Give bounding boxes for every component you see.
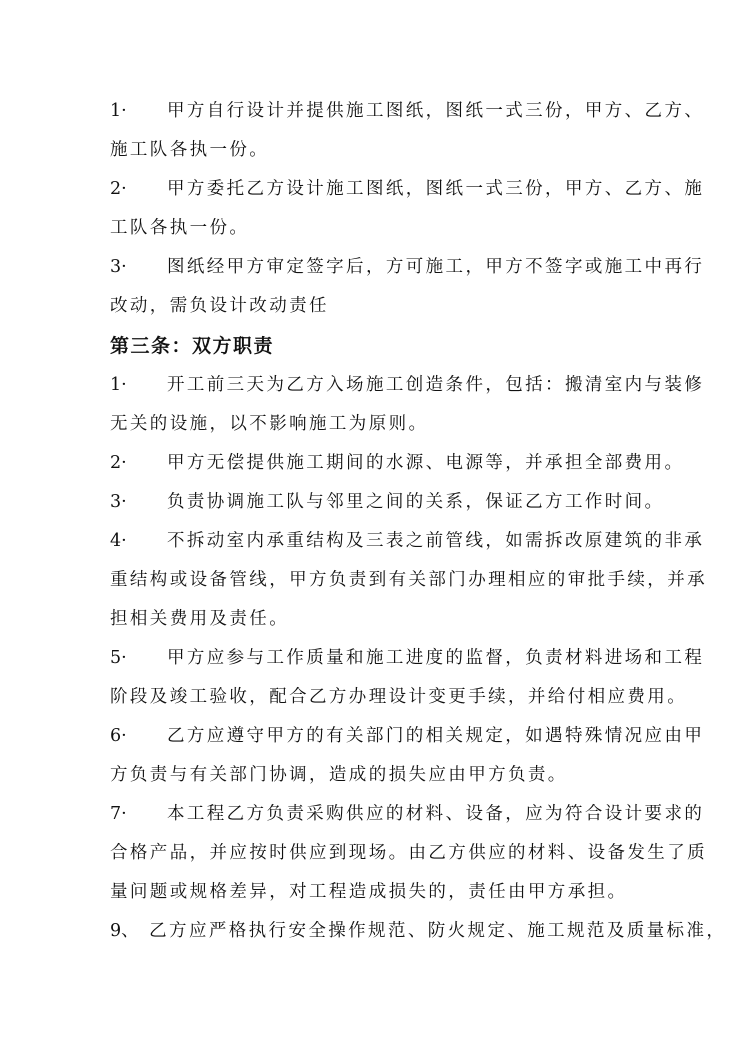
clause-item-1-line-1: [110, 92, 705, 131]
clause-text: 甲方委托乙方设计施工图纸，图纸一式三份，甲方、乙方、施: [166, 179, 705, 199]
clause-text: 工队各执一份。: [110, 218, 250, 238]
duty-text: 甲方无偿提供施工期间的水源、电源等，并承担全部费用。: [166, 453, 685, 473]
clause-number: 2·: [110, 179, 127, 199]
duty-number: 7·: [110, 804, 127, 824]
duty-item-6-line-1: [110, 717, 705, 756]
duty-item-3-line-1: [110, 483, 665, 522]
clause-number: 3·: [110, 257, 127, 277]
duty-text: 乙方应严格执行安全操作规范、防火规定、施工规范及质量标准，: [149, 921, 727, 941]
duty-text: 量问题或规格差异，对工程造成损失的，责任由甲方承担。: [110, 882, 628, 902]
duty-item-5-line-1: [110, 639, 705, 678]
duty-text: 负责协调施工队与邻里之间的关系，保证乙方工作时间。: [166, 492, 665, 512]
clause-item-2-line-1: [110, 170, 705, 209]
document-body: [110, 92, 727, 951]
clause-item-1-line-2: [110, 131, 645, 170]
duty-item-2-line-1: [110, 444, 685, 483]
duty-item-6-line-2: [110, 756, 645, 795]
duty-text: 阶段及竣工验收，配合乙方办理设计变更手续，并给付相应费用。: [110, 687, 688, 707]
duty-item-4-line-1: [110, 522, 705, 561]
duty-item-1-line-1: [110, 366, 705, 405]
duty-text: 重结构或设备管线，甲方负责到有关部门办理相应的审批手续，并承: [110, 570, 707, 590]
duty-text: 方负责与有关部门协调，造成的损失应由甲方负责。: [110, 765, 568, 785]
duty-text: 开工前三天为乙方入场施工创造条件，包括：搬清室内与装修: [166, 375, 705, 395]
duty-item-5-line-2: [110, 678, 688, 717]
duty-item-4-line-3: [110, 600, 645, 639]
clause-text: 改动，需负设计改动责任: [110, 296, 329, 316]
duty-item-7-line-1: [110, 795, 705, 834]
clause-item-3-line-2: [110, 287, 645, 326]
clause-item-3-line-1: [110, 248, 705, 287]
duty-item-9-line-1: [110, 912, 727, 951]
duty-text: 不拆动室内承重结构及三表之前管线，如需拆改原建筑的非承: [166, 531, 705, 551]
duty-item-4-line-2: [110, 561, 707, 600]
duty-text: 无关的设施，以不影响施工为原则。: [110, 414, 429, 434]
duty-number: 6·: [110, 726, 127, 746]
clause-item-2-line-2: [110, 209, 645, 248]
duty-item-7-line-3: [110, 873, 645, 912]
duty-text: 甲方应参与工作质量和施工进度的监督，负责材料进场和工程: [166, 648, 705, 668]
duty-number: 9、: [110, 921, 139, 941]
clause-text: 施工队各执一份。: [110, 140, 270, 160]
duty-number: 1·: [110, 375, 127, 395]
duty-number: 4·: [110, 531, 127, 551]
duty-number: 2·: [110, 453, 127, 473]
duty-text: 本工程乙方负责采购供应的材料、设备，应为符合设计要求的: [166, 804, 705, 824]
duty-item-7-line-2: [110, 834, 707, 873]
duty-text: 合格产品，并应按时供应到现场。由乙方供应的材料、设备发生了质: [110, 843, 707, 863]
duty-number: 5·: [110, 648, 127, 668]
clause-text: 图纸经甲方审定签字后，方可施工，甲方不签字或施工中再行: [166, 257, 705, 277]
duty-item-1-line-2: [110, 405, 645, 444]
duty-text: 担相关费用及责任。: [110, 609, 290, 629]
duty-number: 3·: [110, 492, 127, 512]
clause-text: 甲方自行设计并提供施工图纸，图纸一式三份，甲方、乙方、: [166, 101, 705, 121]
clause-number: 1·: [110, 101, 127, 121]
section-heading: 第三条：双方职责: [110, 335, 275, 357]
duty-text: 乙方应遵守甲方的有关部门的相关规定，如遇特殊情况应由甲: [166, 726, 705, 746]
